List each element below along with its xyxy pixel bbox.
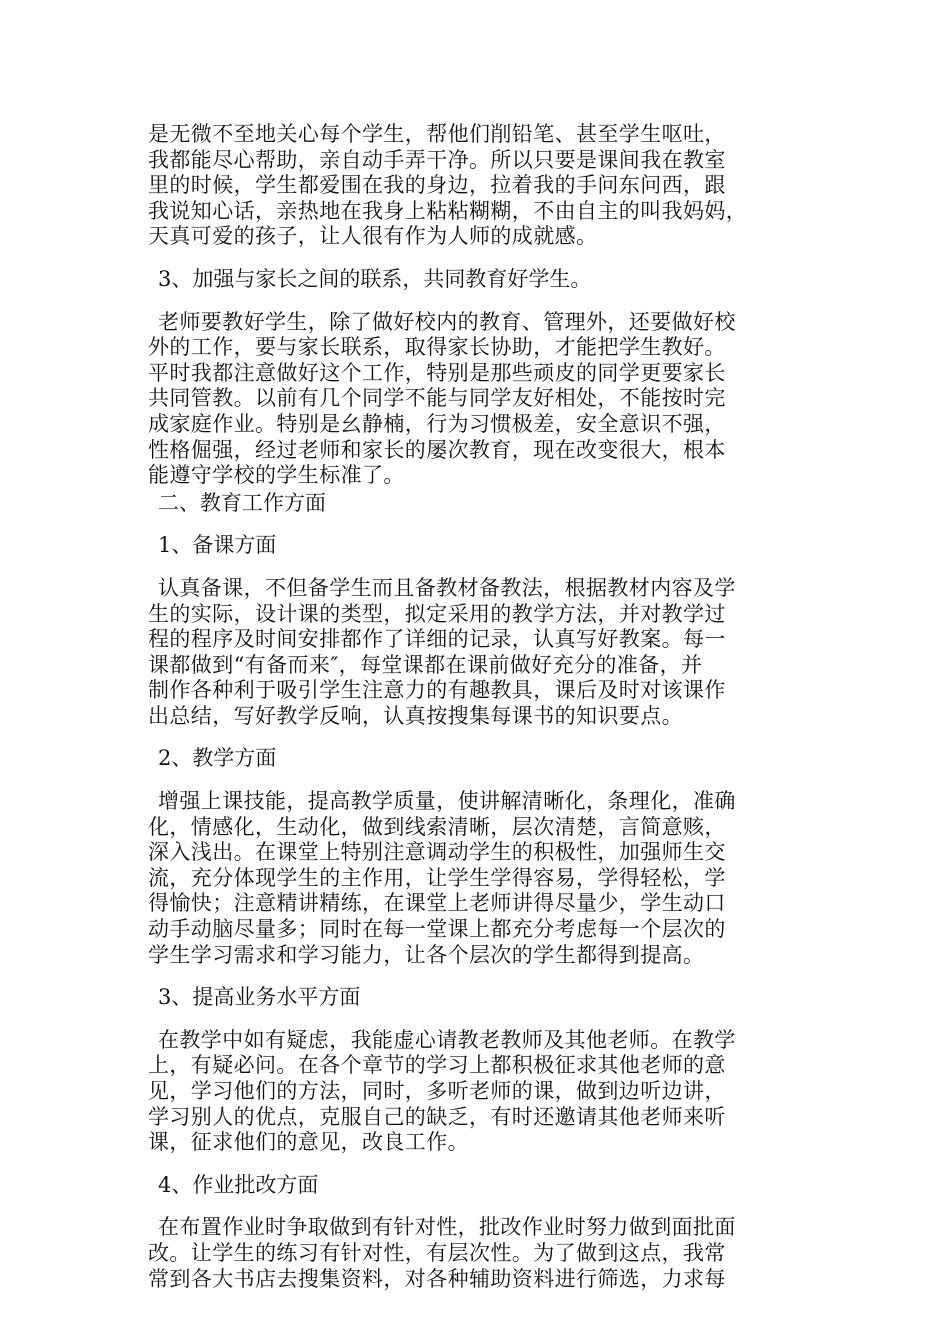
text-line: 程的程序及时间安排都作了详细的记录，认真写好教案。每一 — [148, 627, 726, 652]
item3-heading: 3、加强与家长之间的联系，共同教育好学生。 — [158, 266, 592, 291]
opening-paragraph — [148, 122, 808, 250]
text-line: 深入浅出。在课堂上特别注意调动学生的积极性，加强师生交 — [148, 840, 726, 865]
item3-paragraph — [148, 310, 808, 489]
text-line: 上，有疑必问。在各个章节的学习上都积极征求其他老师的意 — [148, 1053, 726, 1078]
text-line: 认真备课，不但备学生而且备教材备教法，根据教材内容及学 — [158, 575, 736, 600]
text-line: 共同管教。以前有几个同学不能与同学友好相处，不能按时完 — [148, 386, 726, 411]
text-line: 成家庭作业。特别是幺静楠，行为习惯极差，安全意识不强， — [148, 411, 726, 436]
sub4-paragraph — [148, 1215, 808, 1292]
text-line: 课，征求他们的意见，改良工作。 — [148, 1130, 469, 1155]
text-line: 化，情感化，生动化，做到线索清晰，层次清楚，言简意赅， — [148, 814, 726, 839]
text-line: 我都能尽心帮助，亲自动手弄干净。所以只要是课间我在教室 — [148, 147, 726, 172]
text-line: 在教学中如有疑虑，我能虚心请教老教师及其他老师。在教学 — [158, 1027, 736, 1052]
text-line: 性格倔强，经过老师和家长的屡次教育，现在改变很大，根本 — [148, 437, 726, 462]
text-line: 外的工作，要与家长联系，取得家长协助，才能把学生教好。 — [148, 335, 726, 360]
text-line: 老师要教好学生，除了做好校内的教育、管理外，还要做好校 — [158, 309, 736, 334]
text-line: 制作各种利于吸引学生注意力的有趣教具，课后及时对该课作 — [148, 678, 726, 703]
text-line: 学习别人的优点，克服自己的缺乏，有时还邀请其他老师来听 — [148, 1104, 726, 1129]
text-line: 能遵守学校的学生标准了。 — [148, 463, 405, 488]
text-line: 见，学习他们的方法，同时，多听老师的课，做到边听边讲， — [148, 1079, 726, 1103]
section2-heading: 二、教育工作方面 — [158, 490, 326, 515]
text-line: 出总结，写好教学反响，认真按搜集每课书的知识要点。 — [148, 703, 683, 728]
text-line: 生的实际，设计课的类型，拟定采用的教学方法，并对教学过 — [148, 601, 726, 626]
document-body — [148, 122, 808, 1292]
text-line: 是无微不至地关心每个学生，帮他们削铅笔、甚至学生呕吐， — [148, 122, 726, 146]
sub3-heading: 3、提高业务水平方面 — [158, 985, 361, 1010]
text-line: 平时我都注意做好这个工作，特别是那些顽皮的同学更要家长 — [148, 360, 726, 385]
text-line: 里的时候，学生都爱围在我的身边，拉着我的手问东问西，跟 — [148, 173, 726, 198]
text-line: 动手动脑尽量多；同时在每一堂课上都充分考虑每一个层次的 — [148, 917, 726, 942]
sub4-heading: 4、作业批改方面 — [158, 1172, 319, 1197]
text-line: 学生学习需求和学习能力，让各个层次的学生都得到提高。 — [148, 942, 705, 967]
text-line: 天真可爱的孩子，让人很有作为人师的成就感。 — [148, 224, 598, 249]
sub1-paragraph — [148, 576, 808, 730]
text-line: 常到各大书店去搜集资料，对各种辅助资料进行筛选，力求每 — [148, 1266, 726, 1291]
sub1-heading: 1、备课方面 — [158, 533, 277, 558]
text-line: 我说知心话，亲热地在我身上粘粘糊糊，不由自主的叫我妈妈， — [148, 198, 748, 223]
text-line: 在布置作业时争取做到有针对性，批改作业时努力做到面批面 — [158, 1215, 736, 1240]
text-line: 流，充分体现学生的主作用，让学生学得容易，学得轻松，学 — [148, 865, 726, 890]
sub3-paragraph — [148, 1028, 808, 1156]
text-line: 得愉快；注意精讲精练，在课堂上老师讲得尽量少，学生动口 — [148, 891, 726, 916]
sub2-heading: 2、教学方面 — [158, 746, 277, 771]
text-line: 课都做到“有备而来″，每堂课都在课前做好充分的准备，并 — [148, 652, 703, 677]
text-line: 增强上课技能，提高教学质量，使讲解清晰化，条理化，准确 — [158, 789, 736, 814]
text-line: 改。让学生的练习有针对性，有层次性。为了做到这点，我常 — [148, 1240, 726, 1265]
sub2-paragraph — [148, 789, 808, 968]
